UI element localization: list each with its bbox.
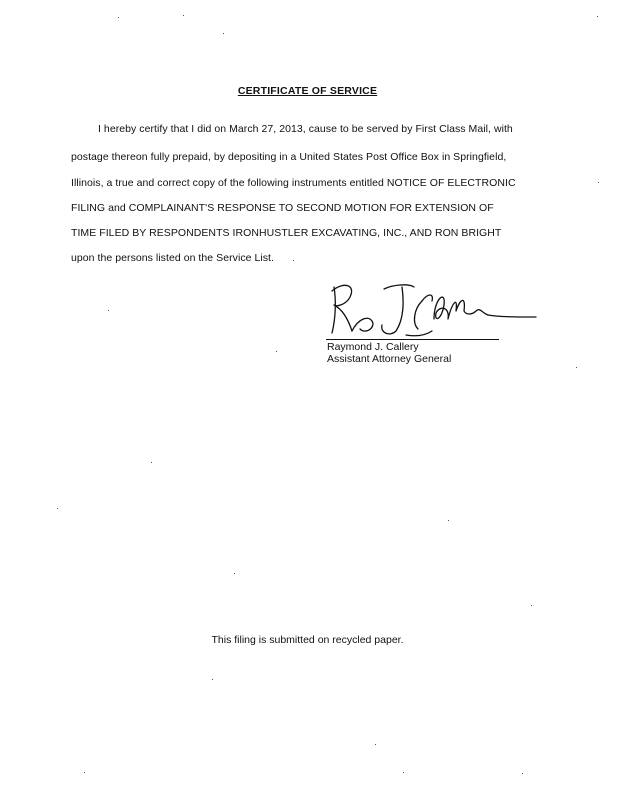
scan-speck	[234, 573, 235, 574]
body-line: I hereby certify that I did on March 27, 2013, cause to be served by First Class Mail, with	[98, 123, 513, 135]
scan-speck	[212, 679, 213, 680]
scan-speck	[598, 182, 599, 183]
body-line: upon the persons listed on the Service List.	[71, 252, 274, 264]
scan-speck	[84, 772, 85, 773]
body-line: FILING and COMPLAINANT'S RESPONSE TO SECOND MOTION FOR EXTENSION OF	[71, 202, 494, 214]
scan-speck	[293, 260, 294, 261]
signature-line	[326, 339, 499, 340]
scan-speck	[403, 772, 404, 773]
scan-speck	[108, 310, 109, 311]
scan-speck	[118, 17, 119, 18]
scan-speck	[597, 16, 598, 17]
scan-speck	[57, 508, 58, 509]
handwritten-signature	[322, 279, 542, 341]
signer-name: Raymond J. Callery	[327, 341, 419, 353]
body-line: postage thereon fully prepaid, by depositing in a United States Post Office Box in Springfield,	[71, 151, 507, 163]
body-line: TIME FILED BY RESPONDENTS IRONHUSTLER EXCAVATING, INC., AND RON BRIGHT	[71, 227, 502, 239]
scan-speck	[223, 33, 224, 34]
scan-speck	[576, 367, 577, 368]
scan-speck	[448, 520, 449, 521]
scan-speck	[522, 773, 523, 774]
scan-speck	[531, 605, 532, 606]
scan-speck	[375, 744, 376, 745]
scan-speck	[183, 15, 184, 16]
document-title: CERTIFICATE OF SERVICE	[237, 85, 378, 97]
recycled-paper-note: This filing is submitted on recycled paper.	[211, 634, 404, 646]
scan-speck	[151, 462, 152, 463]
scan-speck	[276, 351, 277, 352]
signer-title: Assistant Attorney General	[327, 353, 452, 365]
body-line: Illinois, a true and correct copy of the following instruments entitled NOTICE OF ELECTRONIC	[71, 177, 516, 189]
